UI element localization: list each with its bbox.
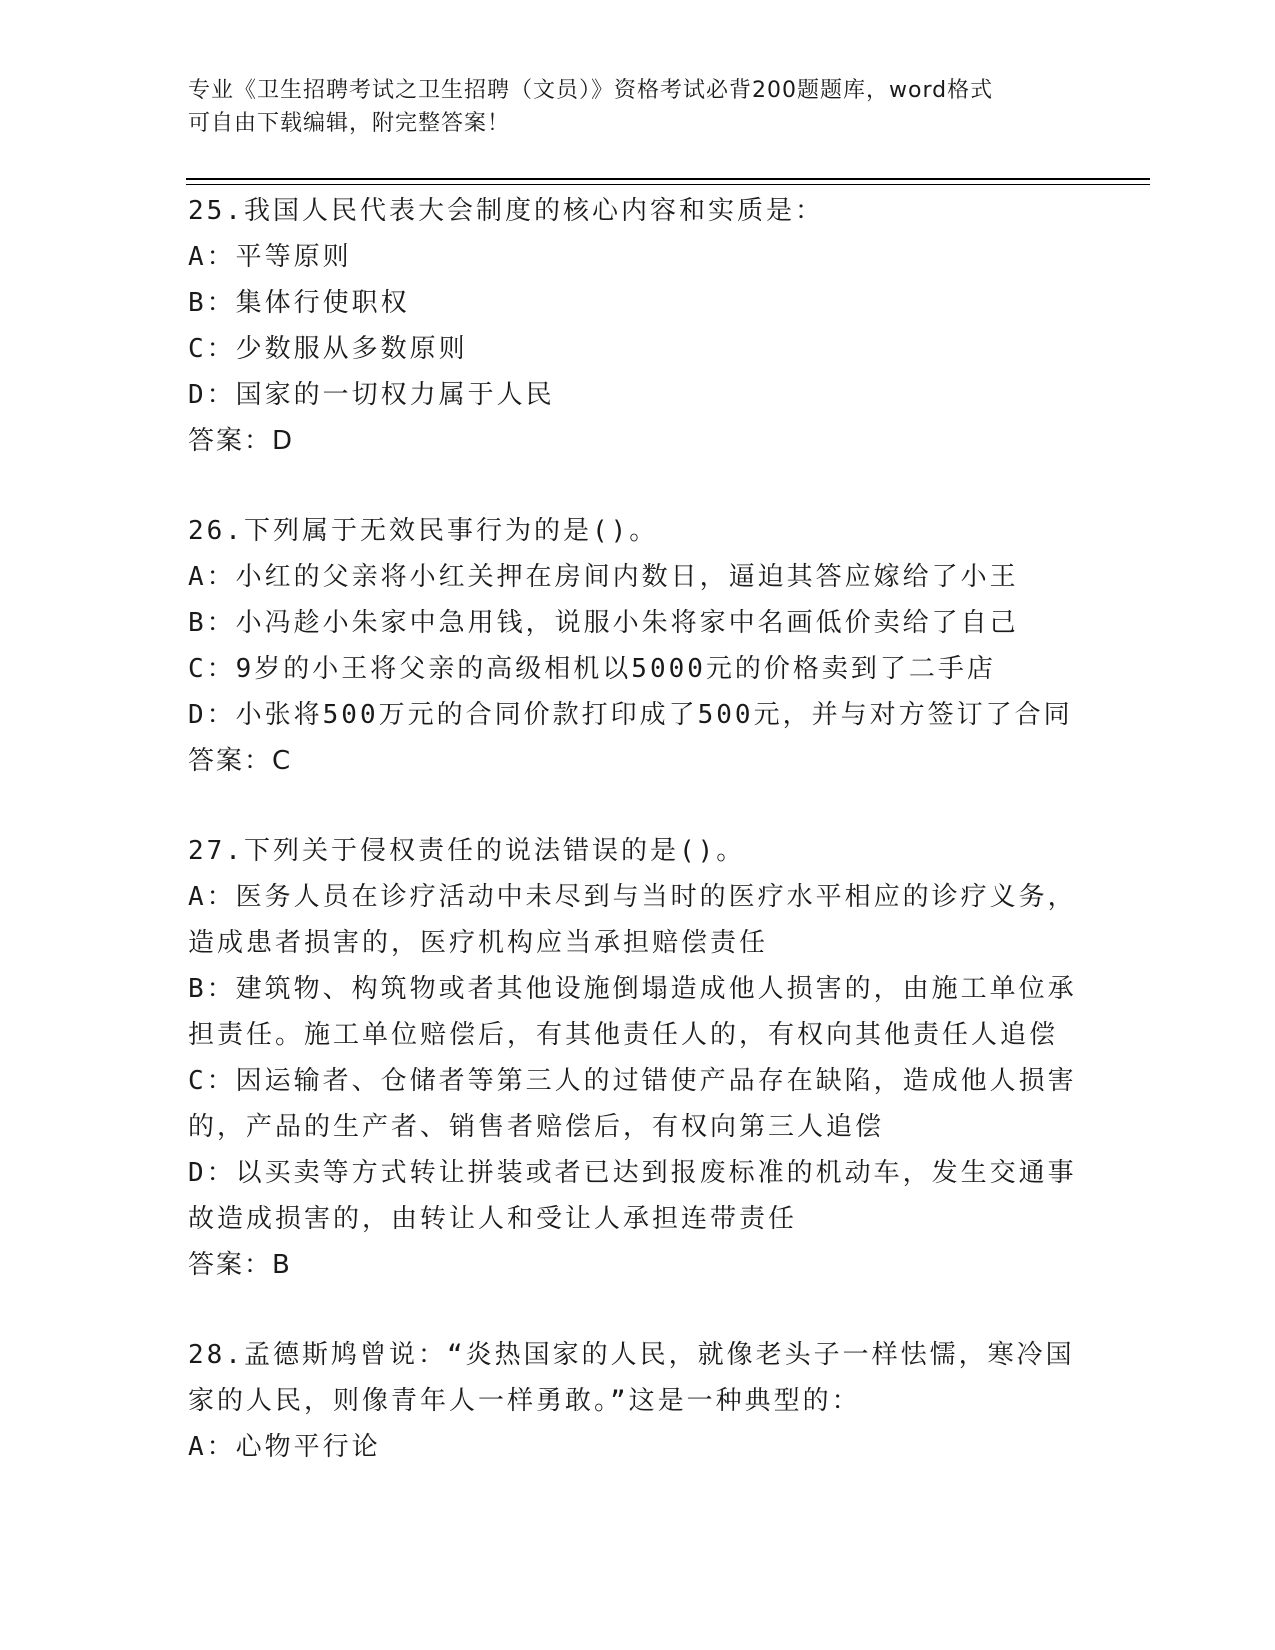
header-line-2: 可自由下载编辑，附完整答案！ (188, 111, 511, 136)
option-line: D：以买卖等方式转让拼装或者已达到报废标准的机动车，发生交通事 (188, 1158, 1077, 1188)
option-line: 故造成损害的，由转让人和受让人承担连带责任 (188, 1204, 798, 1234)
answer-line: 答案：B (188, 1250, 292, 1280)
option-line: A：医务人员在诊疗活动中未尽到与当时的医疗水平相应的诊疗义务， (188, 882, 1077, 912)
question-list (188, 188, 1088, 1470)
option-line: A：小红的父亲将小红关押在房间内数日，逼迫其答应嫁给了小王 (188, 562, 1019, 592)
option-line: B：建筑物、构筑物或者其他设施倒塌造成他人损害的，由施工单位承 (188, 974, 1077, 1004)
question-gap (188, 784, 1088, 828)
question-block (188, 1332, 1088, 1470)
option-line: C：9岁的小王将父亲的高级相机以5000元的价格卖到了二手店 (188, 654, 996, 684)
option-line: C：因运输者、仓储者等第三人的过错使产品存在缺陷，造成他人损害 (188, 1066, 1077, 1096)
document-header (188, 74, 1068, 140)
header-divider-thick (186, 178, 1150, 180)
answer-line: 答案：C (188, 746, 293, 776)
option-line: D：小张将500万元的合同价款打印成了500元，并与对方签订了合同 (188, 700, 1073, 730)
answer-line: 答案：D (188, 426, 295, 456)
option-line: 担责任。施工单位赔偿后，有其他责任人的，有权向其他责任人追偿 (188, 1020, 1059, 1050)
question-block (188, 188, 1088, 464)
option-line: A：心物平行论 (188, 1432, 381, 1462)
question-block (188, 828, 1088, 1288)
question-stem: 28.孟德斯鸠曾说：“炎热国家的人民，就像老头子一样怯懦，寒冷国 (188, 1340, 1075, 1370)
option-line: 的，产品的生产者、销售者赔偿后，有权向第三人追偿 (188, 1112, 885, 1142)
question-stem: 27.下列关于侵权责任的说法错误的是()。 (188, 836, 746, 866)
header-divider-thin (186, 184, 1150, 185)
question-block (188, 508, 1088, 784)
option-line: B：集体行使职权 (188, 288, 410, 318)
question-gap (188, 1288, 1088, 1332)
option-line: C：少数服从多数原则 (188, 334, 468, 364)
question-stem: 26.下列属于无效民事行为的是()。 (188, 516, 659, 546)
question-gap (188, 464, 1088, 508)
option-line: D：国家的一切权力属于人民 (188, 380, 555, 410)
option-line: B：小冯趁小朱家中急用钱，说服小朱将家中名画低价卖给了自己 (188, 608, 1019, 638)
header-line-1: 专业《卫生招聘考试之卫生招聘（文员）》资格考试必背200题题库，word格式 (188, 78, 994, 103)
option-line: 造成患者损害的，医疗机构应当承担赔偿责任 (188, 928, 769, 958)
question-stem: 家的人民，则像青年人一样勇敢。”这是一种典型的： (188, 1386, 861, 1416)
option-line: A：平等原则 (188, 242, 352, 272)
question-stem: 25.我国人民代表大会制度的核心内容和实质是： (188, 196, 824, 226)
